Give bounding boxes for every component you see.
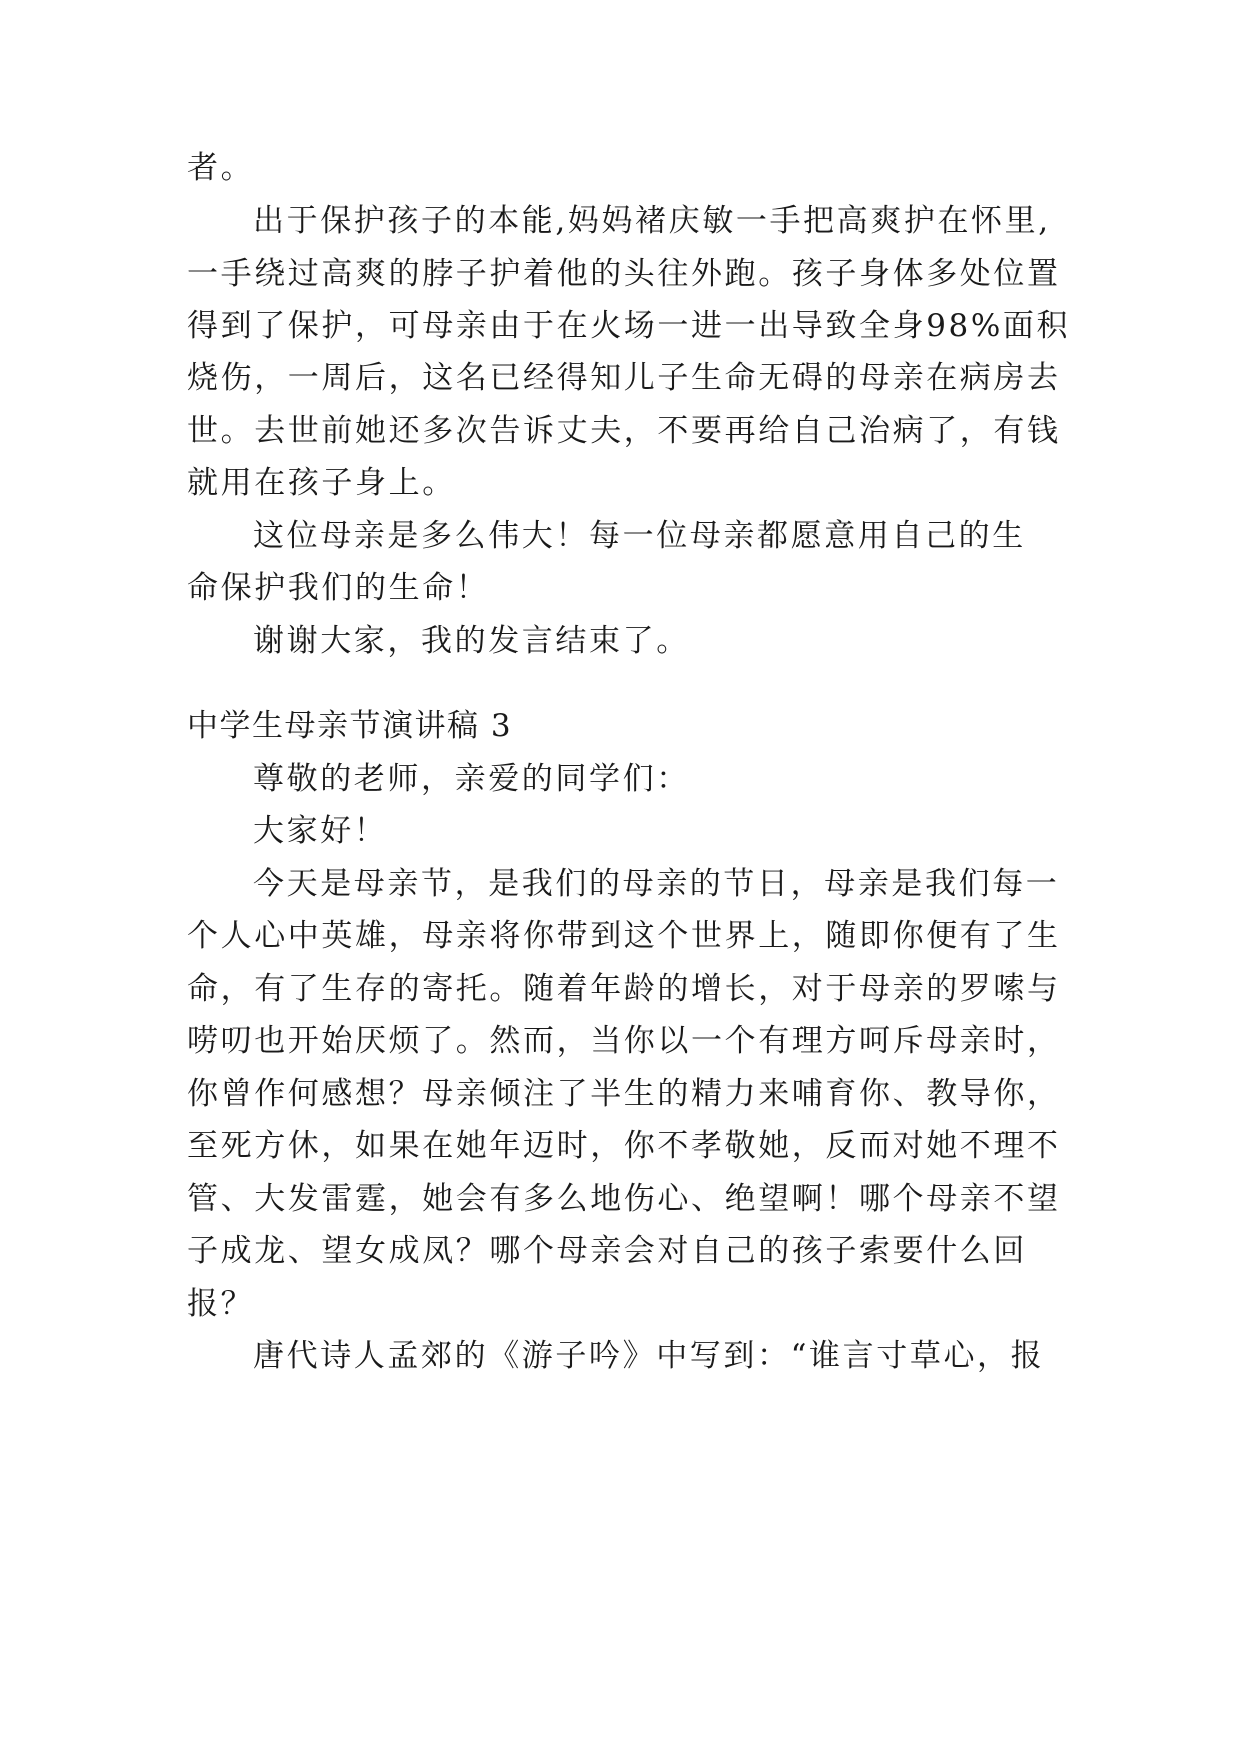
paragraph-line: 就用在孩子身上。 [187,465,456,501]
paragraph-line: 唐代诗人孟郊的《游子吟》中写到：“谁言寸草心，报 [253,1338,1045,1374]
paragraph-line: 得到了保护，可母亲由于在火场一进一出导致全身98%面积 [187,308,1071,344]
paragraph-line: 出于保护孩子的本能,妈妈褚庆敏一手把高爽护在怀里, [253,203,1051,239]
paragraph-line: 谢谢大家，我的发言结束了。 [253,623,690,659]
paragraph-line: 者。 [187,150,255,186]
paragraph-line: 一手绕过高爽的脖子护着他的头往外跑。孩子身体多处位置 [187,256,1061,292]
paragraph-line: 命，有了生存的寄托。随着年龄的增长，对于母亲的罗嗦与 [187,971,1061,1007]
salutation-line: 尊敬的老师，亲爱的同学们： [253,761,690,797]
paragraph-line: 子成龙、望女成凤？哪个母亲会对自己的孩子索要什么回 [187,1233,1027,1269]
paragraph-line: 这位母亲是多么伟大！每一位母亲都愿意用自己的生 [253,518,1026,554]
paragraph-line: 烧伤，一周后，这名已经得知儿子生命无碍的母亲在病房去 [187,360,1061,396]
paragraph-line: 唠叨也开始厌烦了。然而，当你以一个有理方呵斥母亲时， [187,1023,1061,1059]
paragraph-line: 报？ [187,1286,255,1322]
section-heading: 中学生母亲节演讲稿 3 [187,708,513,744]
greeting-line: 大家好！ [253,813,388,849]
paragraph-line: 至死方休，如果在她年迈时，你不孝敬她，反而对她不理不 [187,1128,1061,1164]
paragraph-line: 今天是母亲节，是我们的母亲的节日，母亲是我们每一 [253,866,1060,902]
paragraph-line: 管、大发雷霆，她会有多么地伤心、绝望啊！哪个母亲不望 [187,1181,1061,1217]
paragraph-line: 你曾作何感想？母亲倾注了半生的精力来哺育你、教导你， [187,1076,1061,1112]
paragraph-line: 世。去世前她还多次告诉丈夫，不要再给自己治病了，有钱 [187,413,1061,449]
paragraph-line: 命保护我们的生命！ [187,570,490,606]
paragraph-line: 个人心中英雄，母亲将你带到这个世界上，随即你便有了生 [187,918,1061,954]
